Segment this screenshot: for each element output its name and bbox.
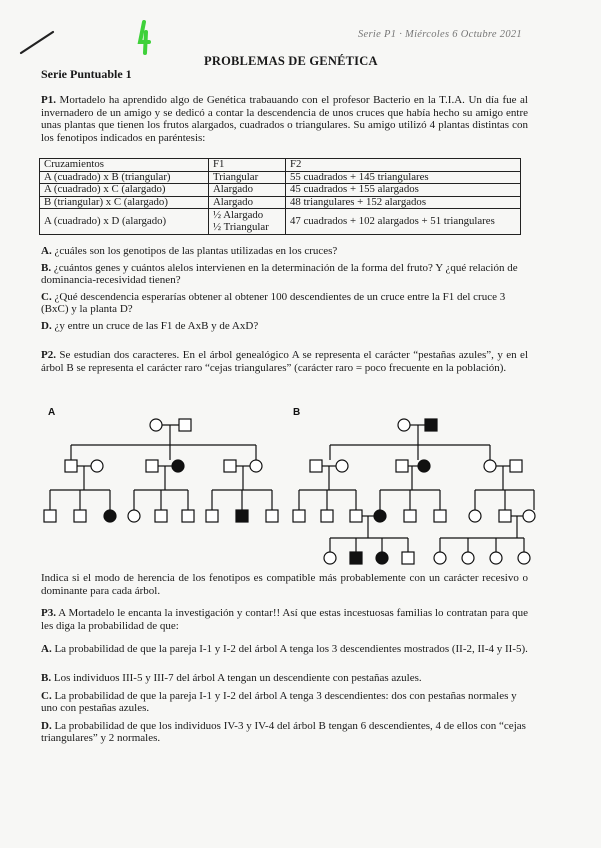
question-label: C. [41,291,52,303]
tree-a-i1-female [150,419,162,431]
tree-b-label: B [293,407,301,418]
f1-half-triangular: ½ Triangular [213,220,269,233]
item-text: La probabilidad de que la pareja I-1 y I-2 del árbol A tenga los 3 descendientes mostrados (II-2, II-4 y II-5). [54,643,528,655]
item-label: C. [41,690,52,702]
pen-stroke-mark [18,28,58,58]
table-row [40,196,521,209]
question-label: B. [41,262,52,274]
item-text: Los individuos III-5 y III-7 del árbol A tengan un descendiente con pestañas azules. [53,672,422,684]
p1-question-c [41,291,528,316]
tree-a-ii5 [224,460,236,472]
tree-a-ii2 [91,460,103,472]
p3-intro [41,607,528,632]
p3-item-b [41,672,528,684]
header-date-note: Serie P1 · Miércoles 6 Octubre 2021 [358,29,522,40]
serie-label: Serie Puntuable 1 [41,67,132,81]
page-title: PROBLEMAS DE GENÉTICA [204,54,378,68]
p3-intro-text: A Mortadelo le encanta la investigación y contar!! Así que estas incestuosas familias lo contratan para que les diga la probabilidad de que: [41,607,528,632]
p1-question-d [41,320,528,332]
table-cell: B (triangular) x C (alargado) [40,196,209,209]
p3-item-d [41,720,528,745]
p2-label: P2. [41,349,56,361]
table-header-row [40,159,521,172]
item-label: B. [41,672,52,684]
tree-a-ii3 [146,460,158,472]
green-handwritten-number-mark [132,20,154,56]
table-cell: Alargado [209,196,286,209]
question-text: ¿cuáles son los genotipos de las plantas utilizadas en los cruces? [54,245,338,257]
p2-question: Indica si el modo de herencia de los fenotipos es compatible más probablemente con un carácter recesivo o dominante para cada árbol. [41,572,528,597]
p3-label: P3. [41,607,56,619]
table-cell: A (cuadrado) x C (alargado) [40,184,209,197]
tree-b-i2-male-affected [425,419,437,431]
p3-item-a [41,643,528,655]
tree-a-ii6 [250,460,262,472]
p1-question-b [41,262,528,287]
item-text: La probabilidad de que los individuos IV-3 y IV-4 del árbol B tengan 6 descendientes, 4 de ellos con “cejas triangulares” y 2 normales. [41,720,526,745]
question-text: ¿cuántos genes y cuántos alelos intervienen en la determinación de la forma del fruto? Y ¿qué relación de dominancia-recesividad tienen? [41,262,518,287]
p2-statement [41,349,528,374]
crosses-table [39,158,521,235]
p1-label: P1. [41,94,56,106]
table-header: Cruzamientos [40,159,209,172]
table-row [40,171,521,184]
table-header: F1 [209,159,286,172]
item-text: La probabilidad de que la pareja I-1 y I-2 del árbol A tenga 3 descendientes: dos con pestañas normales y uno con pestañas azules. [41,690,517,715]
question-label: A. [41,245,52,257]
tree-a-label: A [48,407,56,418]
table-cell: 48 triangulares + 152 alargados [286,196,521,209]
tree-a-ii4-affected [172,460,184,472]
table-cell: 45 cuadrados + 155 alargados [286,184,521,197]
table-row [40,209,521,235]
p3-item-c [41,690,528,715]
p1-intro-text: Mortadelo ha aprendido algo de Genética trabauando con el profesor Bacterio en la T.I.A. Un día fue al invernadero de un amigo y se dedicó a contar la descendencia de unos cruces que había hecho su amigo entre unas plantas que tienen los frutos alargados, cuadrados o triangulares. Su amigo utilizó 4 plantas distintas con los fenotipos indicados en paréntesis: [41,94,528,144]
table-header: F2 [286,159,521,172]
table-cell: A (cuadrado) x B (triangular) [40,171,209,184]
table-cell [209,209,286,235]
p1-question-a [41,245,528,257]
table-cell: Triangular [209,171,286,184]
table-cell: 55 cuadrados + 145 triangulares [286,171,521,184]
tree-b-i1-female [398,419,410,431]
p2-text: Se estudian dos caracteres. En el árbol genealógico A se representa el carácter “pestañas azules”, y en el árbol B se representa el carácter raro “cejas triangulares” (carácter raro = poco frecuente en la población). [41,349,528,374]
table-cell: 47 cuadrados + 102 alargados + 51 triangulares [286,209,521,235]
question-text: ¿Qué descendencia esperarías obtener al obtener 100 descendientes de un cruce entre la F1 del cruce 3 (BxC) y la planta D? [41,291,506,316]
pedigree-figure [0,400,601,575]
table-cell: Alargado [209,184,286,197]
f1-half-alargado: ½ Alargado [213,209,264,221]
table-row [40,184,521,197]
tree-a-ii1 [65,460,77,472]
question-text: ¿y entre un cruce de las F1 de AxB y de AxD? [54,320,259,332]
tree-a-i2-male [179,419,191,431]
question-label: D. [41,320,52,332]
item-label: D. [41,720,52,732]
p1-intro [41,94,528,144]
table-cell: A (cuadrado) x D (alargado) [40,209,209,235]
item-label: A. [41,643,52,655]
